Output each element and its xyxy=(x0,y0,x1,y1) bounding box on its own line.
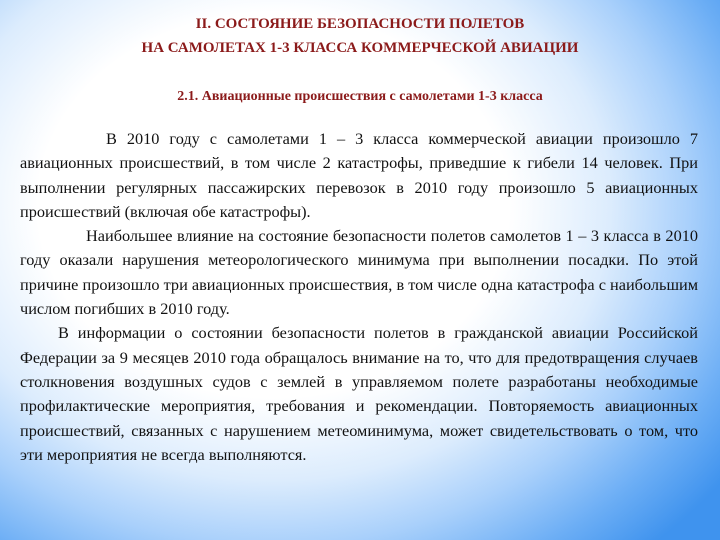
body-paragraph-2: Наибольшее влияние на состояние безопасности полетов самолетов 1 – 3 класса в 2010 году оказали нарушения метеорологического минимума при выполнении посадки. По этой причине произошло три авиационных происшествия, в том числе одна катастрофа с наибольшим числом погибших в 2010 году. xyxy=(20,226,698,319)
body-paragraph-1: В 2010 году с самолетами 1 – 3 класса коммерческой авиации произошло 7 авиационных происшествий, в том числе 2 катастрофы, приведшие к гибели 14 человек. При выполнении регулярных пассажирских перевозок в 2010 году произошло 5 авиационных происшествий (включая обе катастрофы). xyxy=(20,129,698,221)
slide-body xyxy=(20,127,698,467)
slide-title-line-2: НА САМОЛЕТАХ 1-3 КЛАССА КОММЕРЧЕСКОЙ АВИАЦИИ xyxy=(141,40,579,56)
body-paragraph-3: В информации о состоянии безопасности полетов в гражданской авиации Российской Федерации за 9 месяцев 2010 года обращалось внимание на то, что для предотвращения случаев столкновения воздушных судов с землей в управляемом полете разработаны необходимые профилактические мероприятия, требования и рекомендации. Повторяемость авиационных происшествий, связанных с нарушением метеоминимума, может свидетельствовать о том, что эти мероприятия не всегда выполняются. xyxy=(20,323,698,464)
slide-title-line-1: II. СОСТОЯНИЕ БЕЗОПАСНОСТИ ПОЛЕТОВ xyxy=(195,16,525,32)
section-subtitle: 2.1. Авиационные происшествия с самолетами 1-3 класса xyxy=(177,89,543,104)
